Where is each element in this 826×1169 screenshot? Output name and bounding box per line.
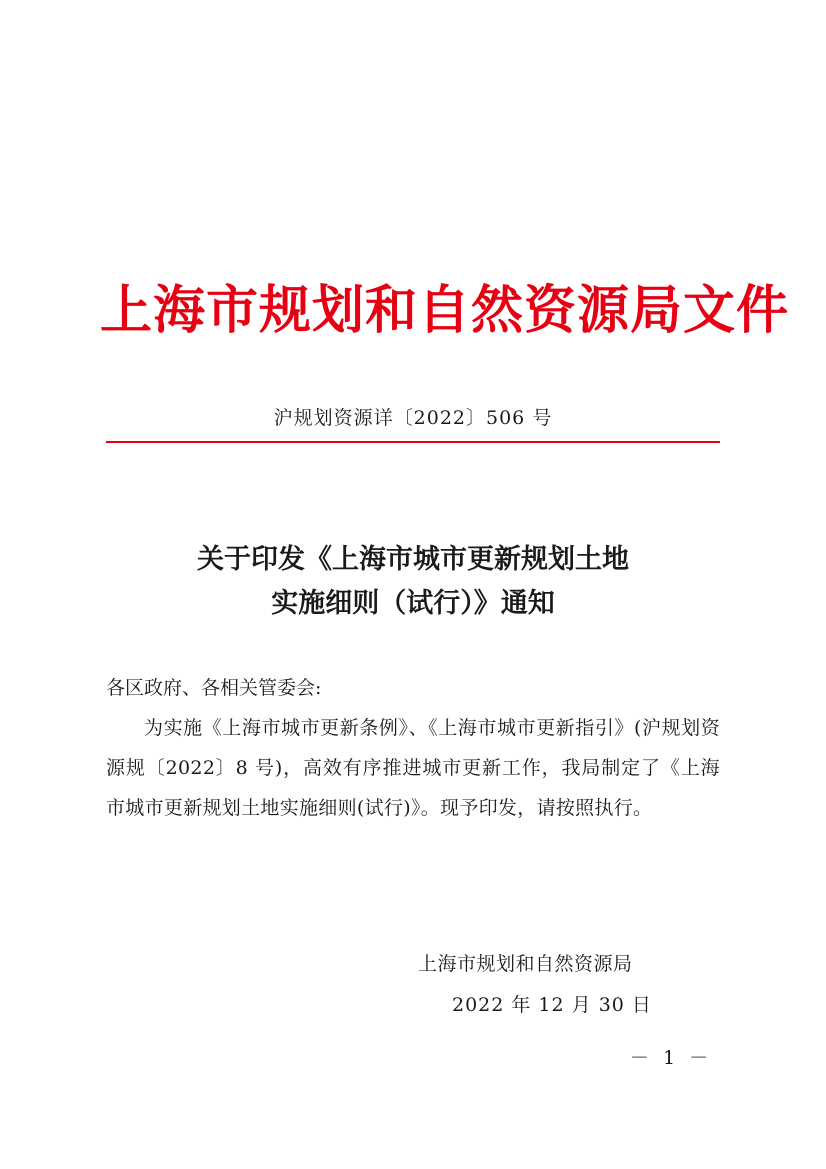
issuer-signature: 上海市规划和自然资源局 [418, 953, 633, 975]
body-paragraph: 为实施《上海市城市更新条例》、《上海市城市更新指引》(沪规划资源规〔2022〕8 号)，高效有序推进城市更新工作，我局制定了《上海市城市更新规划土地实施细则(试行)》。现予印发，请按照执行。 [106, 717, 720, 819]
issue-date: 2022 年 12 月 30 日 [452, 994, 652, 1016]
notice-title-line-2: 实施细则（试行）》通知 [271, 588, 555, 619]
notice-title [106, 538, 720, 626]
header-divider [106, 441, 720, 443]
notice-title-line-1: 关于印发《上海市城市更新规划土地 [197, 544, 629, 575]
page-number: － 1 － [629, 1047, 713, 1069]
document-number: 沪规划资源详〔2022〕506 号 [273, 407, 553, 429]
notice-body [106, 668, 720, 828]
agency-header-title: 上海市规划和自然资源局文件 [100, 280, 790, 341]
salutation: 各区政府、各相关管委会: [106, 677, 322, 699]
